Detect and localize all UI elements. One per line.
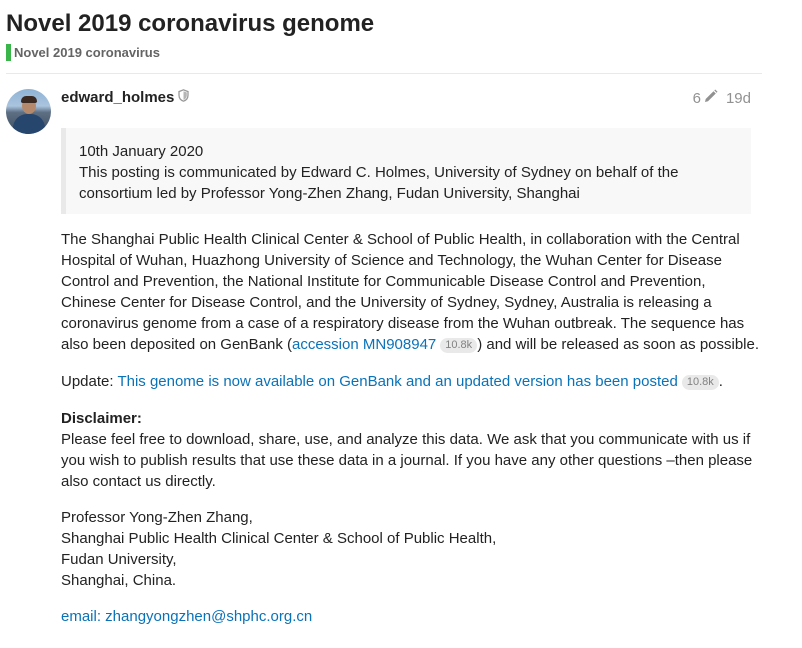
post-age[interactable]: 19d [725,90,751,107]
avatar-body [13,114,45,134]
avatar-hair [21,96,37,103]
post-body [61,229,761,627]
update-link[interactable]: This genome is now available on GenBank and an updated version has been posted [117,373,678,390]
email-link[interactable]: email: zhangyongzhen@shphc.org.cn [61,608,313,625]
paragraph-email [61,606,761,627]
topic-divider [6,73,762,74]
category-color-swatch [6,44,11,61]
accession-link-clicks: 10.8k [440,338,477,353]
update-text-end: . [718,373,723,390]
quote-text: This posting is communicated by Edward C. Holmes, University of Sydney on behalf of the consortium led by Professor Yong-Zhen Zhang, Fudan University, Shanghai [79,164,679,202]
paragraph-signature [61,507,761,591]
paragraph-announcement [61,229,761,355]
update-link-clicks: 10.8k [682,375,719,390]
category-badge[interactable] [6,44,160,61]
post-meta-right [693,89,751,108]
update-label: Update: [61,373,118,390]
username[interactable]: edward_holmes [61,89,175,106]
category-name: Novel 2019 coronavirus [14,45,160,60]
accession-link[interactable]: accession MN908947 [292,336,437,353]
announcement-text: The Shanghai Public Health Clinical Center & School of Public Health, in collaboration with the Central Hospital of Wuhan, Huazhong University of Science and Technology, the Wuhan Center for Disease Control and Prevention, the National Institute for Communicable Disease Control and Prevention, Chinese Center for Disease Control, and the University of Sydney, Sydney, Australia is releasing a coronavirus genome from a case of a respiratory disease from the Wuhan outbreak. The sequence has also been deposited on GenBank ( [61,231,745,353]
announcement-text-end: ) and will be released as soon as possible. [477,336,760,353]
username-container [61,89,189,106]
signature-line-2: Shanghai Public Health Clinical Center & School of Public Health, [61,530,497,547]
edit-count[interactable]: 6 [692,90,701,107]
disclaimer-heading: Disclaimer: [61,410,142,427]
disclaimer-text: Please feel free to download, share, use, and analyze this data. We ask that you communicate with us if you wish to publish results that use these data in a journal. If you have any other questions –then please also contact us directly. [61,431,753,490]
signature-line-3: Fudan University, [61,551,177,568]
topic-title[interactable]: Novel 2019 coronavirus genome [6,10,375,37]
signature-line-1: Professor Yong-Zhen Zhang, [61,509,253,526]
avatar[interactable] [6,89,51,134]
signature-line-4: Shanghai, China. [61,572,177,589]
quote-date: 10th January 2020 [79,143,204,160]
paragraph-update [61,371,761,392]
quote-block [61,128,751,214]
paragraph-disclaimer [61,408,761,492]
pencil-icon[interactable] [703,89,718,108]
post-meta [61,88,751,108]
shield-icon [178,89,189,106]
